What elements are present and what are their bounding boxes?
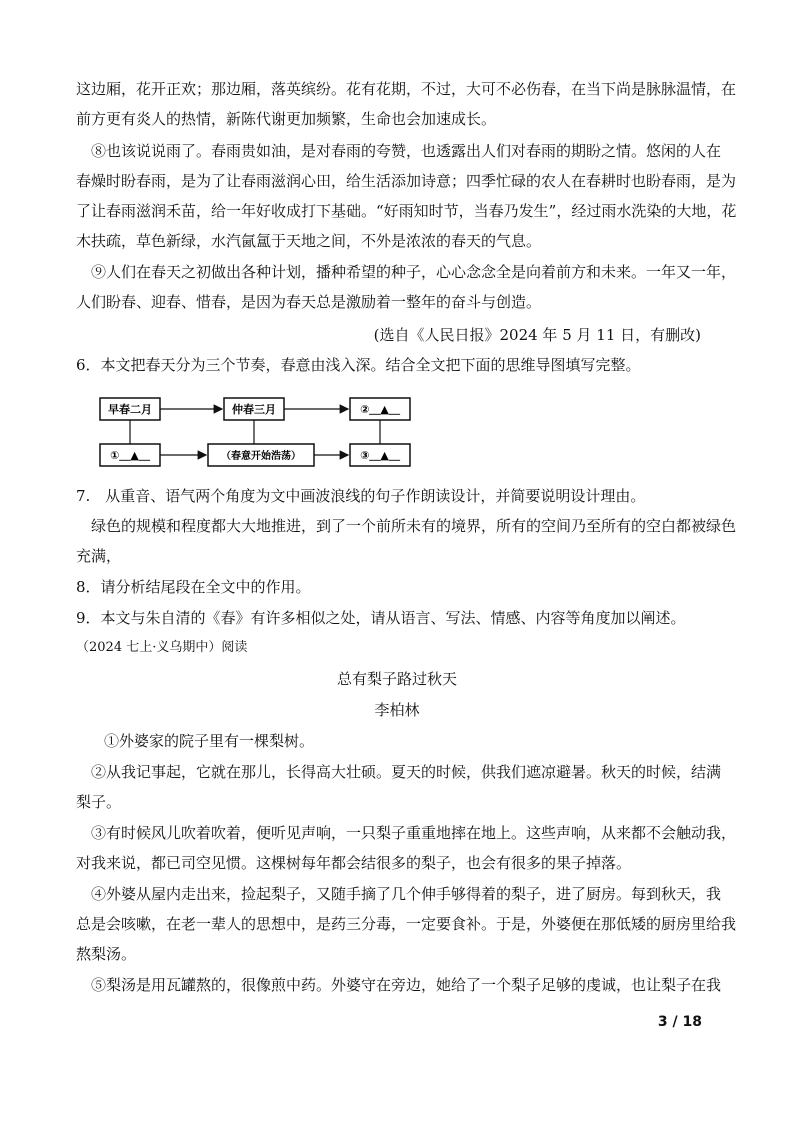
- text-line: ②从我记事起，它就在那儿，长得高大壮硕。夏天的时候，供我们遮凉避暑。秋天的时候，结满: [91, 763, 722, 781]
- question-7-quote: [76, 511, 737, 571]
- text-line: 了让春雨滋润禾苗，给一年好收成打下基础。“好雨知时节，当春乃发生”，经过雨水洗染的大地，花: [76, 202, 737, 220]
- text-line: 梨子。: [76, 793, 122, 811]
- page-number: 3 / 18: [657, 1014, 702, 1030]
- text-line: 对我来说，都已司空见惯。这棵树每年都会结很多的梨子，也会有很多的果子掉落。: [76, 854, 632, 872]
- article-paragraph-1: [76, 726, 706, 756]
- article-author: 李柏林: [374, 701, 420, 719]
- mindmap-label: ③＿▲＿: [360, 449, 400, 462]
- text-line: ⑨人们在春天之初做出各种计划，播种希望的种子，心心念念全是向着前方和未来。一年又一年，: [91, 263, 737, 281]
- source-citation: (选自《人民日报》2024 年 5 月 11 日，有删改): [373, 326, 701, 344]
- article-paragraph-3: [76, 818, 737, 878]
- article-paragraph-2: [76, 757, 722, 817]
- text-line: ⑧也该说说雨了。春雨贵如油，是对春雨的夸赞，也透露出人们对春雨的期盼之情。悠闲的人在: [91, 142, 722, 160]
- paragraph-9: [76, 257, 737, 317]
- text-line: ③有时候风儿吹着吹着，便听见声响，一只梨子重重地摔在地上。这些声响，从来都不会触动我，: [91, 824, 737, 842]
- question-8: 8．请分析结尾段在全文中的作用。: [76, 578, 311, 596]
- text-line: 前方更有炎人的热情，新陈代谢更加频繁，生命也会加速成长。: [76, 110, 497, 128]
- text-line: 总是会咳嗽，在老一辈人的思想中，是药三分毒，一定要食补。于是，外婆便在那低矮的厨房里给我: [76, 915, 737, 933]
- article-paragraph-5: [76, 970, 722, 1000]
- mindmap-box-early-spring: [100, 398, 160, 420]
- text-line: ④外婆从屋内走出来，捡起梨子，又随手摘了几个伸手够得着的梨子，进了厨房。每到秋天，我: [91, 885, 722, 903]
- text-line: 绿色的规模和程度都大大地推进，到了一个前所未有的境界，所有的空间乃至所有的空白都被绿色: [91, 517, 737, 535]
- mindmap-box-mid-spring: [224, 398, 284, 420]
- mindmap-box-blank-3: [350, 444, 410, 466]
- article-paragraph-4: [76, 879, 737, 969]
- text-line: 充满，: [76, 547, 122, 565]
- question-6: 6．本文把春天分为三个节奏，春意由浅入深。结合全文把下面的思维导图填写完整。: [76, 356, 641, 374]
- mindmap-label: ②＿▲＿: [360, 403, 400, 416]
- article-title: 总有梨子路过秋天: [336, 670, 457, 688]
- mindmap-label: （春意开始浩荡）: [221, 451, 301, 462]
- mindmap-label: ①＿▲＿: [110, 449, 150, 462]
- mindmap-box-blank-1: [100, 444, 160, 466]
- text-line: ⑤梨汤是用瓦罐熬的，很像煎中药。外婆守在旁边，她给了一个梨子足够的虔诚，也让梨子在我: [91, 976, 722, 994]
- question-7: 7. 从重音、语气两个角度为文中画波浪线的句子作朗读设计，并简要说明设计理由。: [76, 487, 646, 505]
- text-line: 这边厢，花开正欢；那边厢，落英缤纷。花有花期，不过，大可不必伤春，在当下尚是脉脉温情，在: [76, 80, 737, 98]
- mindmap-box-blank-2: [350, 398, 410, 420]
- mind-map-diagram: [96, 392, 426, 472]
- mindmap-label: 仲春三月: [232, 403, 276, 416]
- text-line: 熬梨汤。: [76, 945, 137, 963]
- text-line: 人们盼春、迎春、惜春，是因为春天总是激励着一整年的奋斗与创造。: [76, 293, 542, 311]
- section-tag: （2024 七上·义乌期中）阅读: [76, 640, 248, 655]
- question-9: 9．本文与朱自清的《春》有许多相似之处，请从语言、写法、情感、内容等角度加以阐述。: [76, 609, 686, 627]
- paragraph-continuation: [76, 74, 737, 134]
- paragraph-8: [76, 136, 737, 256]
- text-line: 春燥时盼春雨，是为了让春雨滋润心田，给生活添加诗意；四季忙碌的农人在春耕时也盼春雨，是为: [76, 172, 737, 190]
- mindmap-box-spring-flourishing: [208, 444, 314, 466]
- text-line: ①外婆家的院子里有一棵梨树。: [104, 732, 315, 750]
- mindmap-label: 早春二月: [108, 403, 152, 416]
- text-line: 木扶疏，草色新绿，水汽氤氲于天地之间，不外是浓浓的春天的气息。: [76, 232, 542, 250]
